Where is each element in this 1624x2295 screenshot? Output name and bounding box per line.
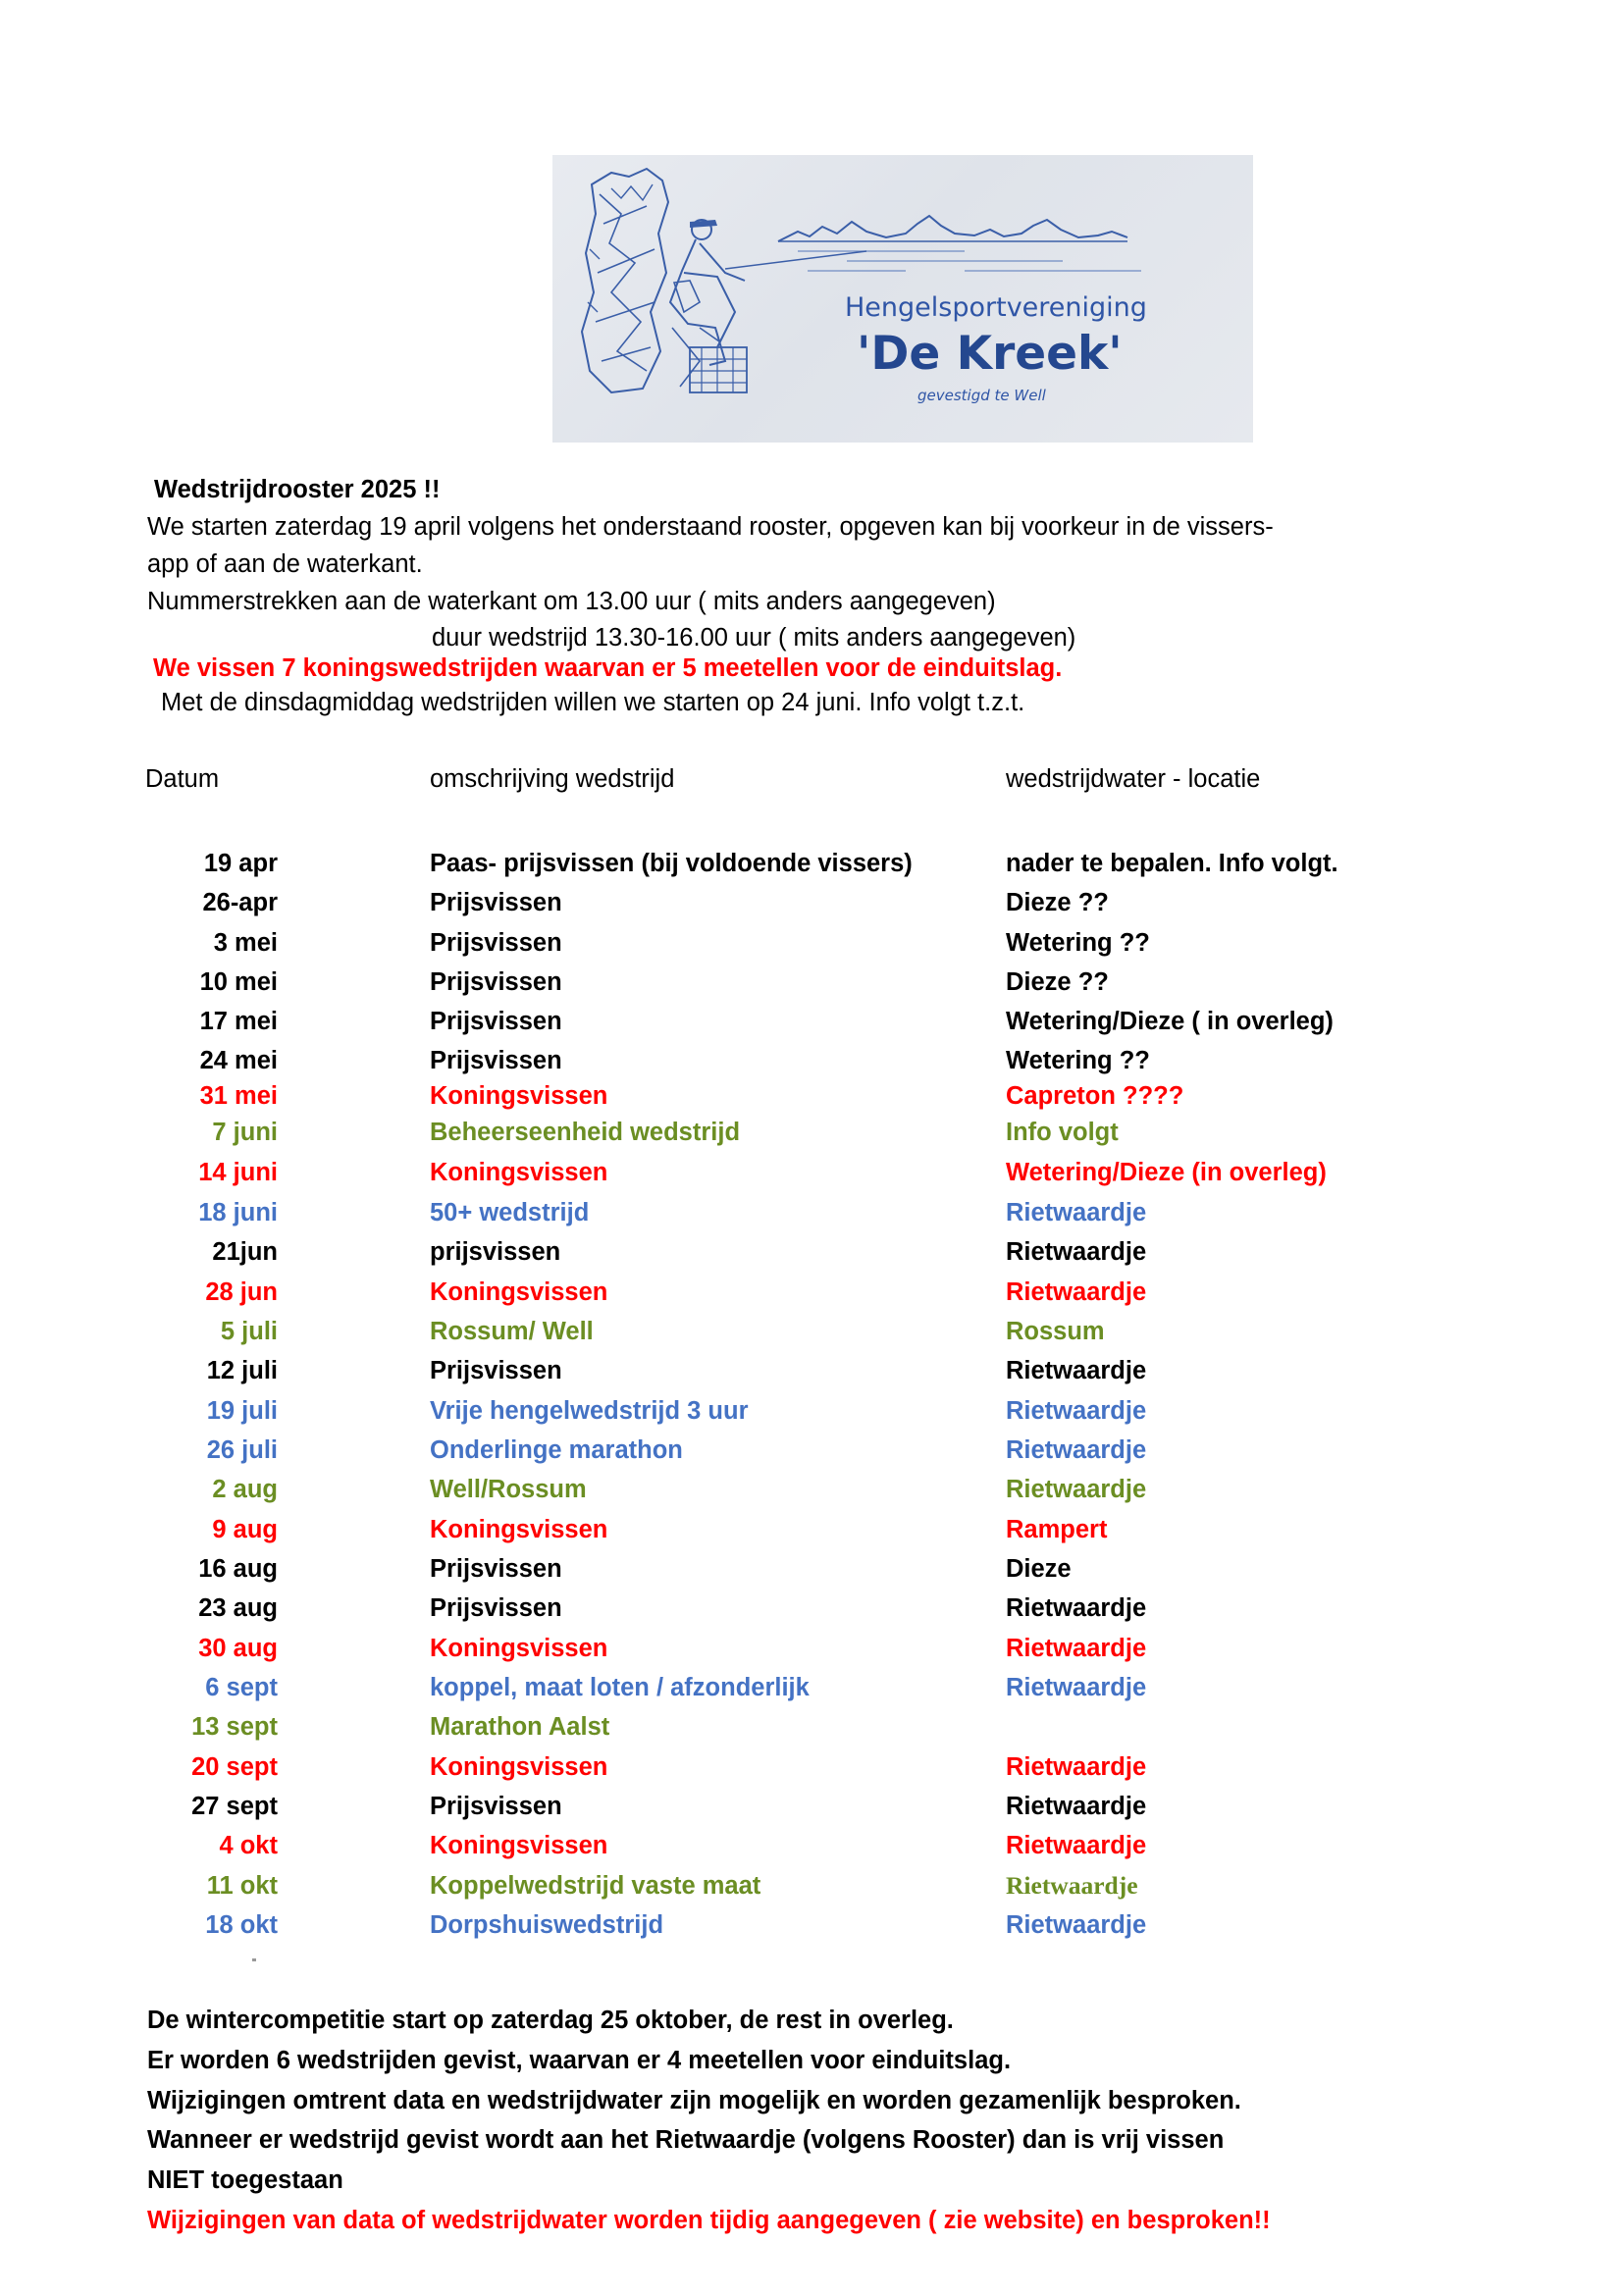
row-location: Rossum xyxy=(1006,1318,1105,1345)
row-location: Dieze ?? xyxy=(1006,889,1109,916)
row-location: Info volgt xyxy=(1006,1119,1119,1146)
row-description: Prijsvissen xyxy=(430,1555,562,1583)
intro-line-3: Nummerstrekken aan de waterkant om 13.00 uur ( mits anders aangegeven) xyxy=(147,588,996,615)
row-description: Paas- prijsvissen (bij voldoende vissers) xyxy=(430,850,913,877)
row-date: 13 sept xyxy=(191,1713,278,1741)
table-row xyxy=(0,1275,1624,1310)
header-datum: Datum xyxy=(145,765,220,793)
row-date: 11 okt xyxy=(206,1872,278,1900)
row-date: 4 okt xyxy=(219,1832,278,1859)
row-location: Rietwaardje xyxy=(1006,1476,1147,1503)
intro-line-5: We vissen 7 koningswedstrijden waarvan er 5 meetellen voor de einduitslag. xyxy=(153,654,1063,682)
row-location: Rietwaardje xyxy=(1006,1397,1147,1425)
row-date: 19 apr xyxy=(203,850,278,877)
row-description: Prijsvissen xyxy=(430,929,562,957)
table-row xyxy=(0,1078,1624,1114)
row-description: Prijsvissen xyxy=(430,1008,562,1035)
table-row xyxy=(0,1512,1624,1547)
row-description: Prijsvissen xyxy=(430,1793,562,1820)
footer-line-5: NIET toegestaan xyxy=(147,2166,343,2194)
row-description: Vrije hengelwedstrijd 3 uur xyxy=(430,1397,749,1425)
header-locatie: wedstrijdwater - locatie xyxy=(1006,765,1261,793)
row-description: Prijsvissen xyxy=(430,1357,562,1384)
row-location: Rietwaardje xyxy=(1006,1238,1147,1266)
table-row xyxy=(0,1868,1624,1904)
schedule-title: Wedstrijdrooster 2025 !! xyxy=(154,476,441,503)
row-date: 31 mei xyxy=(199,1082,278,1110)
row-description: prijsvissen xyxy=(430,1238,561,1266)
row-location: Rietwaardje xyxy=(1006,1436,1147,1464)
footer-line-3: Wijzigingen omtrent data en wedstrijdwater zijn mogelijk en worden gezamenlijk besproken. xyxy=(147,2087,1241,2114)
row-date: 28 jun xyxy=(205,1278,278,1306)
row-location: Rietwaardje xyxy=(1006,1199,1147,1226)
table-row xyxy=(0,1551,1624,1587)
row-location: Rietwaardje xyxy=(1006,1911,1147,1939)
table-row xyxy=(0,1591,1624,1626)
row-description: Prijsvissen xyxy=(430,889,562,916)
row-date: 14 juni xyxy=(198,1159,278,1186)
row-date: 12 juli xyxy=(206,1357,278,1384)
intro-line-1: We starten zaterdag 19 april volgens het onderstaand rooster, opgeven kan bij voorkeur in de vissers- xyxy=(147,513,1274,541)
row-location: nader te bepalen. Info volgt. xyxy=(1006,850,1338,877)
table-row xyxy=(0,1828,1624,1863)
table-row xyxy=(0,1115,1624,1150)
row-date: 5 juli xyxy=(220,1318,278,1345)
table-row xyxy=(0,885,1624,920)
row-description: Marathon Aalst xyxy=(430,1713,610,1741)
row-location: Rietwaardje xyxy=(1006,1635,1147,1662)
row-date: 7 juni xyxy=(212,1119,278,1146)
row-description: Koningsvissen xyxy=(430,1082,608,1110)
row-date: 19 juli xyxy=(206,1397,278,1425)
table-row xyxy=(0,1353,1624,1388)
footer-line-6: Wijzigingen van data of wedstrijdwater worden tijdig aangegeven ( zie website) en besproken!! xyxy=(147,2207,1271,2234)
row-date: 18 juni xyxy=(198,1199,278,1226)
row-location: Wetering ?? xyxy=(1006,1047,1150,1074)
row-description: Koningsvissen xyxy=(430,1516,608,1543)
table-row xyxy=(0,1234,1624,1270)
logo-club-name: 'De Kreek' xyxy=(857,327,1123,381)
row-date: 26 juli xyxy=(206,1436,278,1464)
table-row xyxy=(0,1433,1624,1468)
row-location: Rietwaardje xyxy=(1006,1753,1147,1781)
table-row xyxy=(0,1043,1624,1078)
row-date: 3 mei xyxy=(213,929,278,957)
row-date: 17 mei xyxy=(199,1008,278,1035)
table-row xyxy=(0,1393,1624,1429)
footer-line-2: Er worden 6 wedstrijden gevist, waarvan er 4 meetellen voor einduitslag. xyxy=(147,2047,1012,2074)
intro-line-2: app of aan de waterkant. xyxy=(147,550,423,578)
table-row xyxy=(0,1789,1624,1824)
intro-line-4: duur wedstrijd 13.30-16.00 uur ( mits anders aangegeven) xyxy=(432,624,1076,652)
row-description: Koppelwedstrijd vaste maat xyxy=(430,1872,761,1900)
row-location: Wetering ?? xyxy=(1006,929,1150,957)
row-date: 16 aug xyxy=(198,1555,278,1583)
row-location: Rietwaardje xyxy=(1006,1594,1147,1622)
table-row xyxy=(0,1907,1624,1943)
row-date: 20 sept xyxy=(191,1753,278,1781)
header-omschrijving: omschrijving wedstrijd xyxy=(430,765,675,793)
row-location: Rietwaardje xyxy=(1006,1793,1147,1820)
row-date: 23 aug xyxy=(198,1594,278,1622)
row-description: Prijsvissen xyxy=(430,1594,562,1622)
logo-club-line: Hengelsportvereniging xyxy=(845,292,1147,323)
row-location: Wetering/Dieze (in overleg) xyxy=(1006,1159,1327,1186)
table-row xyxy=(0,965,1624,1000)
table-row xyxy=(0,1631,1624,1666)
table-row xyxy=(0,1749,1624,1785)
row-location: Rietwaardje xyxy=(1006,1357,1147,1384)
row-location: Wetering/Dieze ( in overleg) xyxy=(1006,1008,1334,1035)
row-location: Rietwaardje xyxy=(1006,1278,1147,1306)
footer-line-4: Wanneer er wedstrijd gevist wordt aan het Rietwaardje (volgens Rooster) dan is vrij vissen xyxy=(147,2126,1225,2154)
row-location: Dieze ?? xyxy=(1006,968,1109,996)
row-date: 2 aug xyxy=(212,1476,278,1503)
row-date: 27 sept xyxy=(191,1793,278,1820)
stray-mark xyxy=(252,1958,256,1961)
table-row xyxy=(0,1472,1624,1507)
row-description: 50+ wedstrijd xyxy=(430,1199,590,1226)
table-row xyxy=(0,846,1624,881)
row-description: Koningsvissen xyxy=(430,1635,608,1662)
row-location: Rietwaardje xyxy=(1006,1871,1138,1900)
table-row xyxy=(0,1004,1624,1039)
row-description: Koningsvissen xyxy=(430,1753,608,1781)
footer-line-1: De wintercompetitie start op zaterdag 25 oktober, de rest in overleg. xyxy=(147,2007,954,2034)
table-row xyxy=(0,1195,1624,1230)
row-location: Capreton ???? xyxy=(1006,1082,1184,1110)
row-description: Prijsvissen xyxy=(430,968,562,996)
row-date: 6 sept xyxy=(205,1674,278,1701)
table-row xyxy=(0,925,1624,961)
table-row xyxy=(0,1314,1624,1349)
row-location: Rampert xyxy=(1006,1516,1108,1543)
row-date: 9 aug xyxy=(212,1516,278,1543)
row-description: koppel, maat loten / afzonderlijk xyxy=(430,1674,810,1701)
row-location: Rietwaardje xyxy=(1006,1832,1147,1859)
row-description: Rossum/ Well xyxy=(430,1318,594,1345)
table-row xyxy=(0,1670,1624,1705)
row-location: Rietwaardje xyxy=(1006,1674,1147,1701)
row-description: Koningsvissen xyxy=(430,1159,608,1186)
row-description: Dorpshuiswedstrijd xyxy=(430,1911,664,1939)
table-row xyxy=(0,1709,1624,1745)
row-location: Dieze xyxy=(1006,1555,1072,1583)
row-date: 21jun xyxy=(212,1238,278,1266)
row-date: 10 mei xyxy=(199,968,278,996)
row-date: 26-apr xyxy=(202,889,278,916)
row-date: 18 okt xyxy=(205,1911,278,1939)
row-description: Onderlinge marathon xyxy=(430,1436,683,1464)
row-description: Koningsvissen xyxy=(430,1832,608,1859)
row-description: Well/Rossum xyxy=(430,1476,587,1503)
row-date: 30 aug xyxy=(198,1635,278,1662)
row-date: 24 mei xyxy=(199,1047,278,1074)
intro-line-6: Met de dinsdagmiddag wedstrijden willen we starten op 24 juni. Info volgt t.z.t. xyxy=(161,689,1025,716)
table-row xyxy=(0,1155,1624,1190)
row-description: Prijsvissen xyxy=(430,1047,562,1074)
row-description: Beheerseenheid wedstrijd xyxy=(430,1119,741,1146)
row-description: Koningsvissen xyxy=(430,1278,608,1306)
club-logo xyxy=(552,155,1253,443)
logo-tagline: gevestigd te Well xyxy=(917,387,1046,404)
